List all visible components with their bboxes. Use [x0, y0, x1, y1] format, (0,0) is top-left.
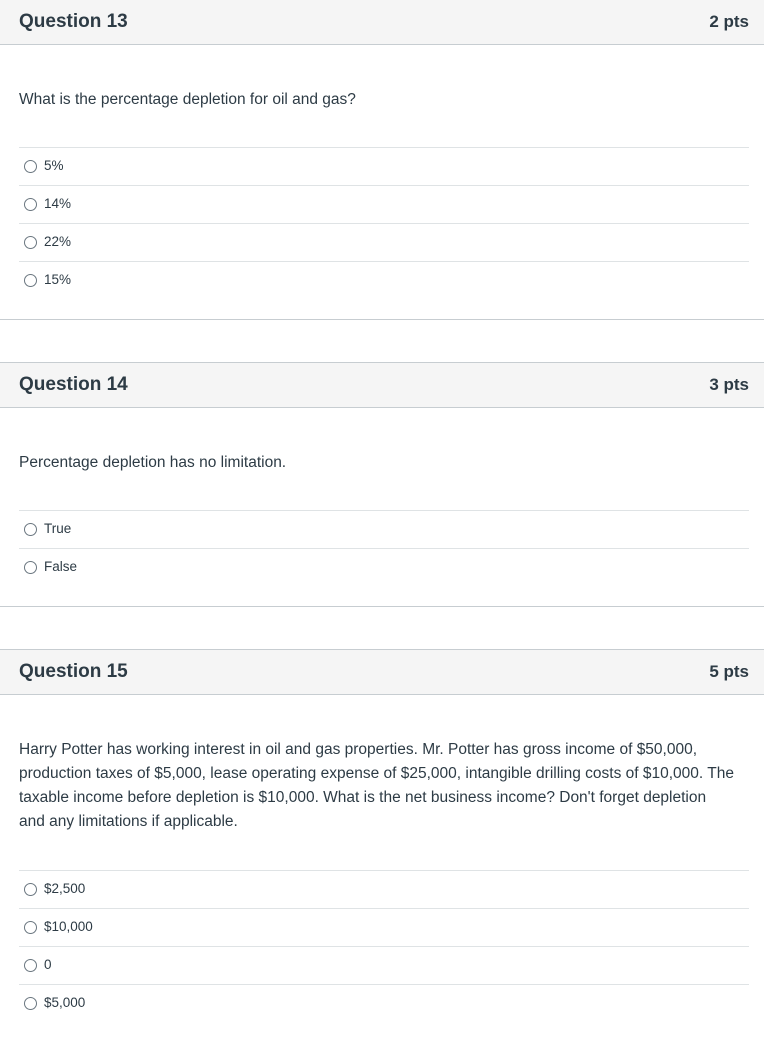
answer-label: $10,000: [44, 919, 93, 934]
radio-button[interactable]: [24, 198, 37, 211]
answer-label: $5,000: [44, 995, 86, 1010]
radio-button[interactable]: [24, 959, 37, 972]
answer-list: [19, 510, 749, 586]
answer-label: 22%: [44, 234, 72, 249]
answer-option[interactable]: [19, 186, 749, 224]
question-points: 5 pts: [709, 662, 749, 681]
radio-button[interactable]: [24, 883, 37, 896]
answer-option[interactable]: [19, 549, 749, 586]
answer-list: [19, 870, 749, 1022]
answer-option[interactable]: [19, 909, 749, 947]
answer-label: 14%: [44, 196, 72, 211]
question-13: [0, 0, 764, 320]
radio-button[interactable]: [24, 160, 37, 173]
answer-label: True: [44, 521, 72, 536]
question-15: [0, 649, 764, 1040]
answer-label: False: [44, 559, 78, 574]
answer-label: $2,500: [44, 881, 86, 896]
radio-button[interactable]: [24, 921, 37, 934]
answer-label: 15%: [44, 272, 72, 287]
question-title: Question 14: [19, 374, 128, 395]
question-text: Percentage depletion has no limitation.: [19, 454, 287, 471]
answer-option[interactable]: [19, 947, 749, 985]
answer-option[interactable]: [19, 871, 749, 909]
question-points: 2 pts: [709, 12, 749, 31]
answer-option[interactable]: [19, 148, 749, 186]
question-header: [0, 0, 764, 45]
answer-option[interactable]: [19, 985, 749, 1022]
answer-option[interactable]: [19, 224, 749, 262]
answer-label: 5%: [44, 158, 64, 173]
radio-button[interactable]: [24, 561, 37, 574]
question-header: [0, 363, 764, 408]
radio-button[interactable]: [24, 997, 37, 1010]
radio-button[interactable]: [24, 236, 37, 249]
radio-button[interactable]: [24, 523, 37, 536]
answer-option[interactable]: [19, 262, 749, 299]
question-points: 3 pts: [709, 375, 749, 394]
answer-list: [19, 147, 749, 299]
question-header: [0, 650, 764, 695]
answer-option[interactable]: [19, 511, 749, 549]
radio-button[interactable]: [24, 274, 37, 287]
question-title: Question 13: [19, 11, 128, 32]
question-title: Question 15: [19, 661, 128, 682]
question-14: [0, 362, 764, 607]
question-text: What is the percentage depletion for oil and gas?: [19, 91, 356, 108]
answer-label: 0: [44, 957, 52, 972]
question-text: Harry Potter has working interest in oil and gas properties. Mr. Potter has gross income of $50,000, production taxes of $5,000, lease operating expense of $25,000, intangible drilling costs of $10,000. The taxable income before depletion is $10,000. What is the net business income? Don't forget depletion and any limitations if applicable.: [19, 741, 734, 830]
